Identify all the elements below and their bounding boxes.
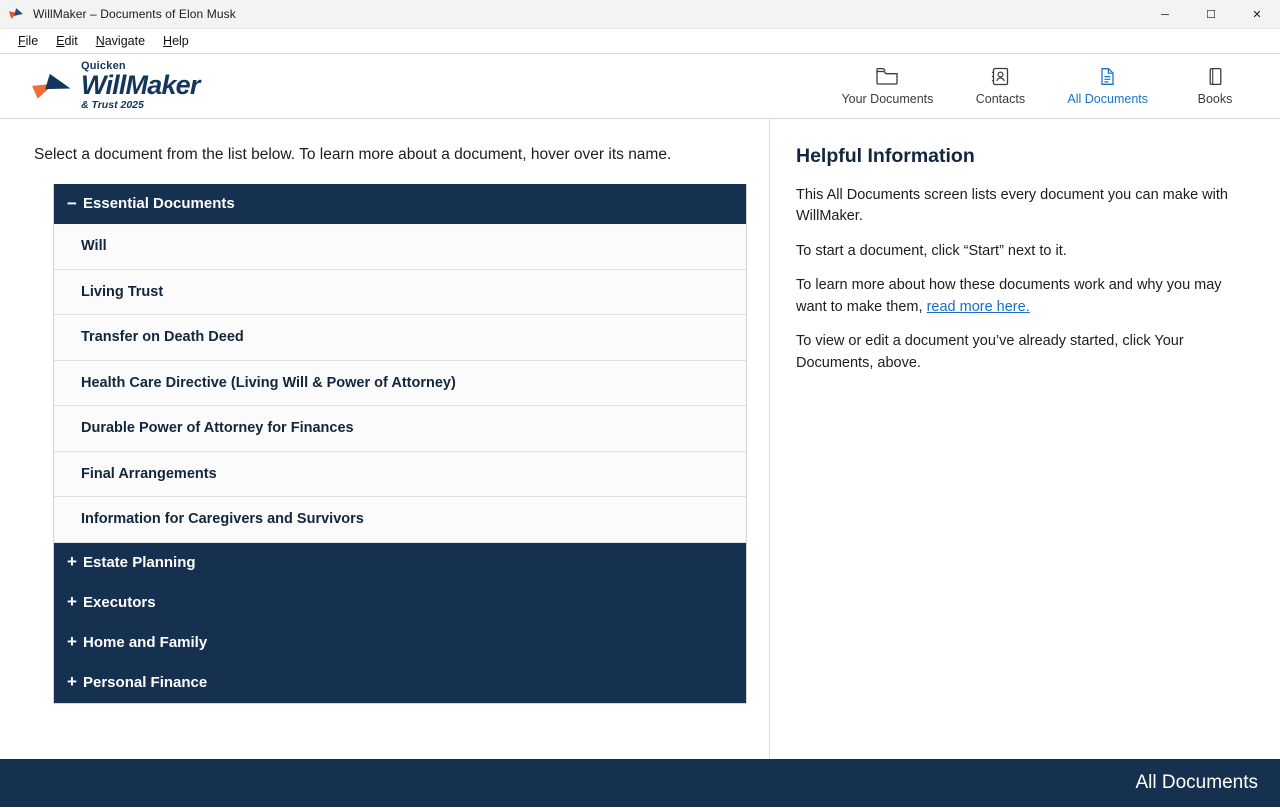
willmaker-icon <box>9 6 25 22</box>
group-header-essential-documents[interactable] <box>54 184 746 224</box>
brand-willmaker-text: WillMaker <box>81 70 200 101</box>
nav-label-books: Books <box>1197 91 1233 106</box>
status-bar <box>0 759 1280 807</box>
document-row[interactable]: Durable Power of Attorney for Finances <box>54 406 746 452</box>
folder-icon <box>876 67 898 86</box>
minimize-button[interactable]: ─ <box>1161 8 1169 21</box>
document-row[interactable]: Transfer on Death Deed <box>54 315 746 361</box>
close-button[interactable]: ✕ <box>1252 9 1262 21</box>
document-row[interactable]: Health Care Directive (Living Will & Power of Attorney) <box>54 361 746 407</box>
brand-subtitle-text: & Trust 2025 <box>81 99 144 112</box>
helpful-paragraph-4: To view or edit a document you’ve already started, click Your Documents, above. <box>796 333 1184 371</box>
helpful-paragraph-1: This All Documents screen lists every document you can make with WillMaker. <box>796 187 1228 225</box>
nav-label-all-documents: All Documents <box>1067 91 1148 106</box>
group-title-essential-documents: Essential Documents <box>83 195 235 213</box>
documents-pane <box>0 119 770 759</box>
brand-quicken-text: Quicken <box>81 60 126 73</box>
group-header-personal-finance[interactable] <box>54 663 746 703</box>
helpful-information-pane <box>770 119 1280 759</box>
group-header-estate-planning[interactable] <box>54 543 746 583</box>
group-header-executors[interactable] <box>54 583 746 623</box>
nav-item-books[interactable] <box>1186 67 1244 106</box>
helpful-information-title: Helpful Information <box>796 145 975 167</box>
nav-item-your-documents[interactable] <box>841 67 933 106</box>
menu-bar <box>0 29 1280 54</box>
brand-logo <box>34 61 200 110</box>
read-more-link[interactable]: read more here. <box>926 298 1030 315</box>
collapse-toggle-icon[interactable]: − <box>67 193 77 213</box>
content-area <box>0 119 1280 759</box>
group-header-home-and-family[interactable] <box>54 623 746 663</box>
window-title: WillMaker – Documents of Elon Musk <box>33 7 236 21</box>
menu-file[interactable]: File <box>18 34 39 48</box>
app-header <box>0 54 1280 119</box>
document-row[interactable]: Living Trust <box>54 270 746 316</box>
maximize-button[interactable]: ☐ <box>1206 9 1216 21</box>
nav-label-your-documents: Your Documents <box>841 91 934 106</box>
document-row[interactable]: Final Arrangements <box>54 452 746 498</box>
main-nav <box>841 67 1244 106</box>
group-title-personal-finance: Personal Finance <box>83 673 208 691</box>
window-controls <box>1142 0 1280 29</box>
quicken-arrow-icon <box>34 69 74 103</box>
nav-label-contacts: Contacts <box>975 91 1026 106</box>
documents-icon <box>1098 67 1117 86</box>
title-bar <box>0 0 1280 29</box>
menu-edit[interactable]: Edit <box>56 34 78 48</box>
status-bar-label: All Documents <box>1135 772 1258 793</box>
nav-item-all-documents[interactable] <box>1067 67 1148 106</box>
menu-help[interactable]: Help <box>163 34 189 48</box>
menu-navigate[interactable]: Navigate <box>95 34 146 48</box>
nav-item-contacts[interactable] <box>971 67 1029 106</box>
group-title-estate-planning: Estate Planning <box>83 553 196 571</box>
expand-toggle-icon[interactable]: + <box>67 552 77 572</box>
expand-toggle-icon[interactable]: + <box>67 592 77 612</box>
document-row[interactable]: Information for Caregivers and Survivors <box>54 497 746 543</box>
document-list <box>53 184 747 704</box>
group-title-executors: Executors <box>83 593 156 611</box>
helpful-paragraph-3-text: To learn more about how these documents work and why you may want to make them, <box>796 277 1222 315</box>
book-icon <box>1206 67 1225 86</box>
helpful-paragraph-3 <box>796 275 1250 318</box>
expand-toggle-icon[interactable]: + <box>67 632 77 652</box>
helpful-paragraph-2: To start a document, click “Start” next to it. <box>796 242 1067 259</box>
expand-toggle-icon[interactable]: + <box>67 672 77 692</box>
contacts-icon <box>991 67 1010 86</box>
document-row[interactable]: Will <box>54 224 746 270</box>
group-title-home-and-family: Home and Family <box>83 633 208 651</box>
instructions-text: Select a document from the list below. To learn more about a document, hover over its name. <box>34 146 672 163</box>
